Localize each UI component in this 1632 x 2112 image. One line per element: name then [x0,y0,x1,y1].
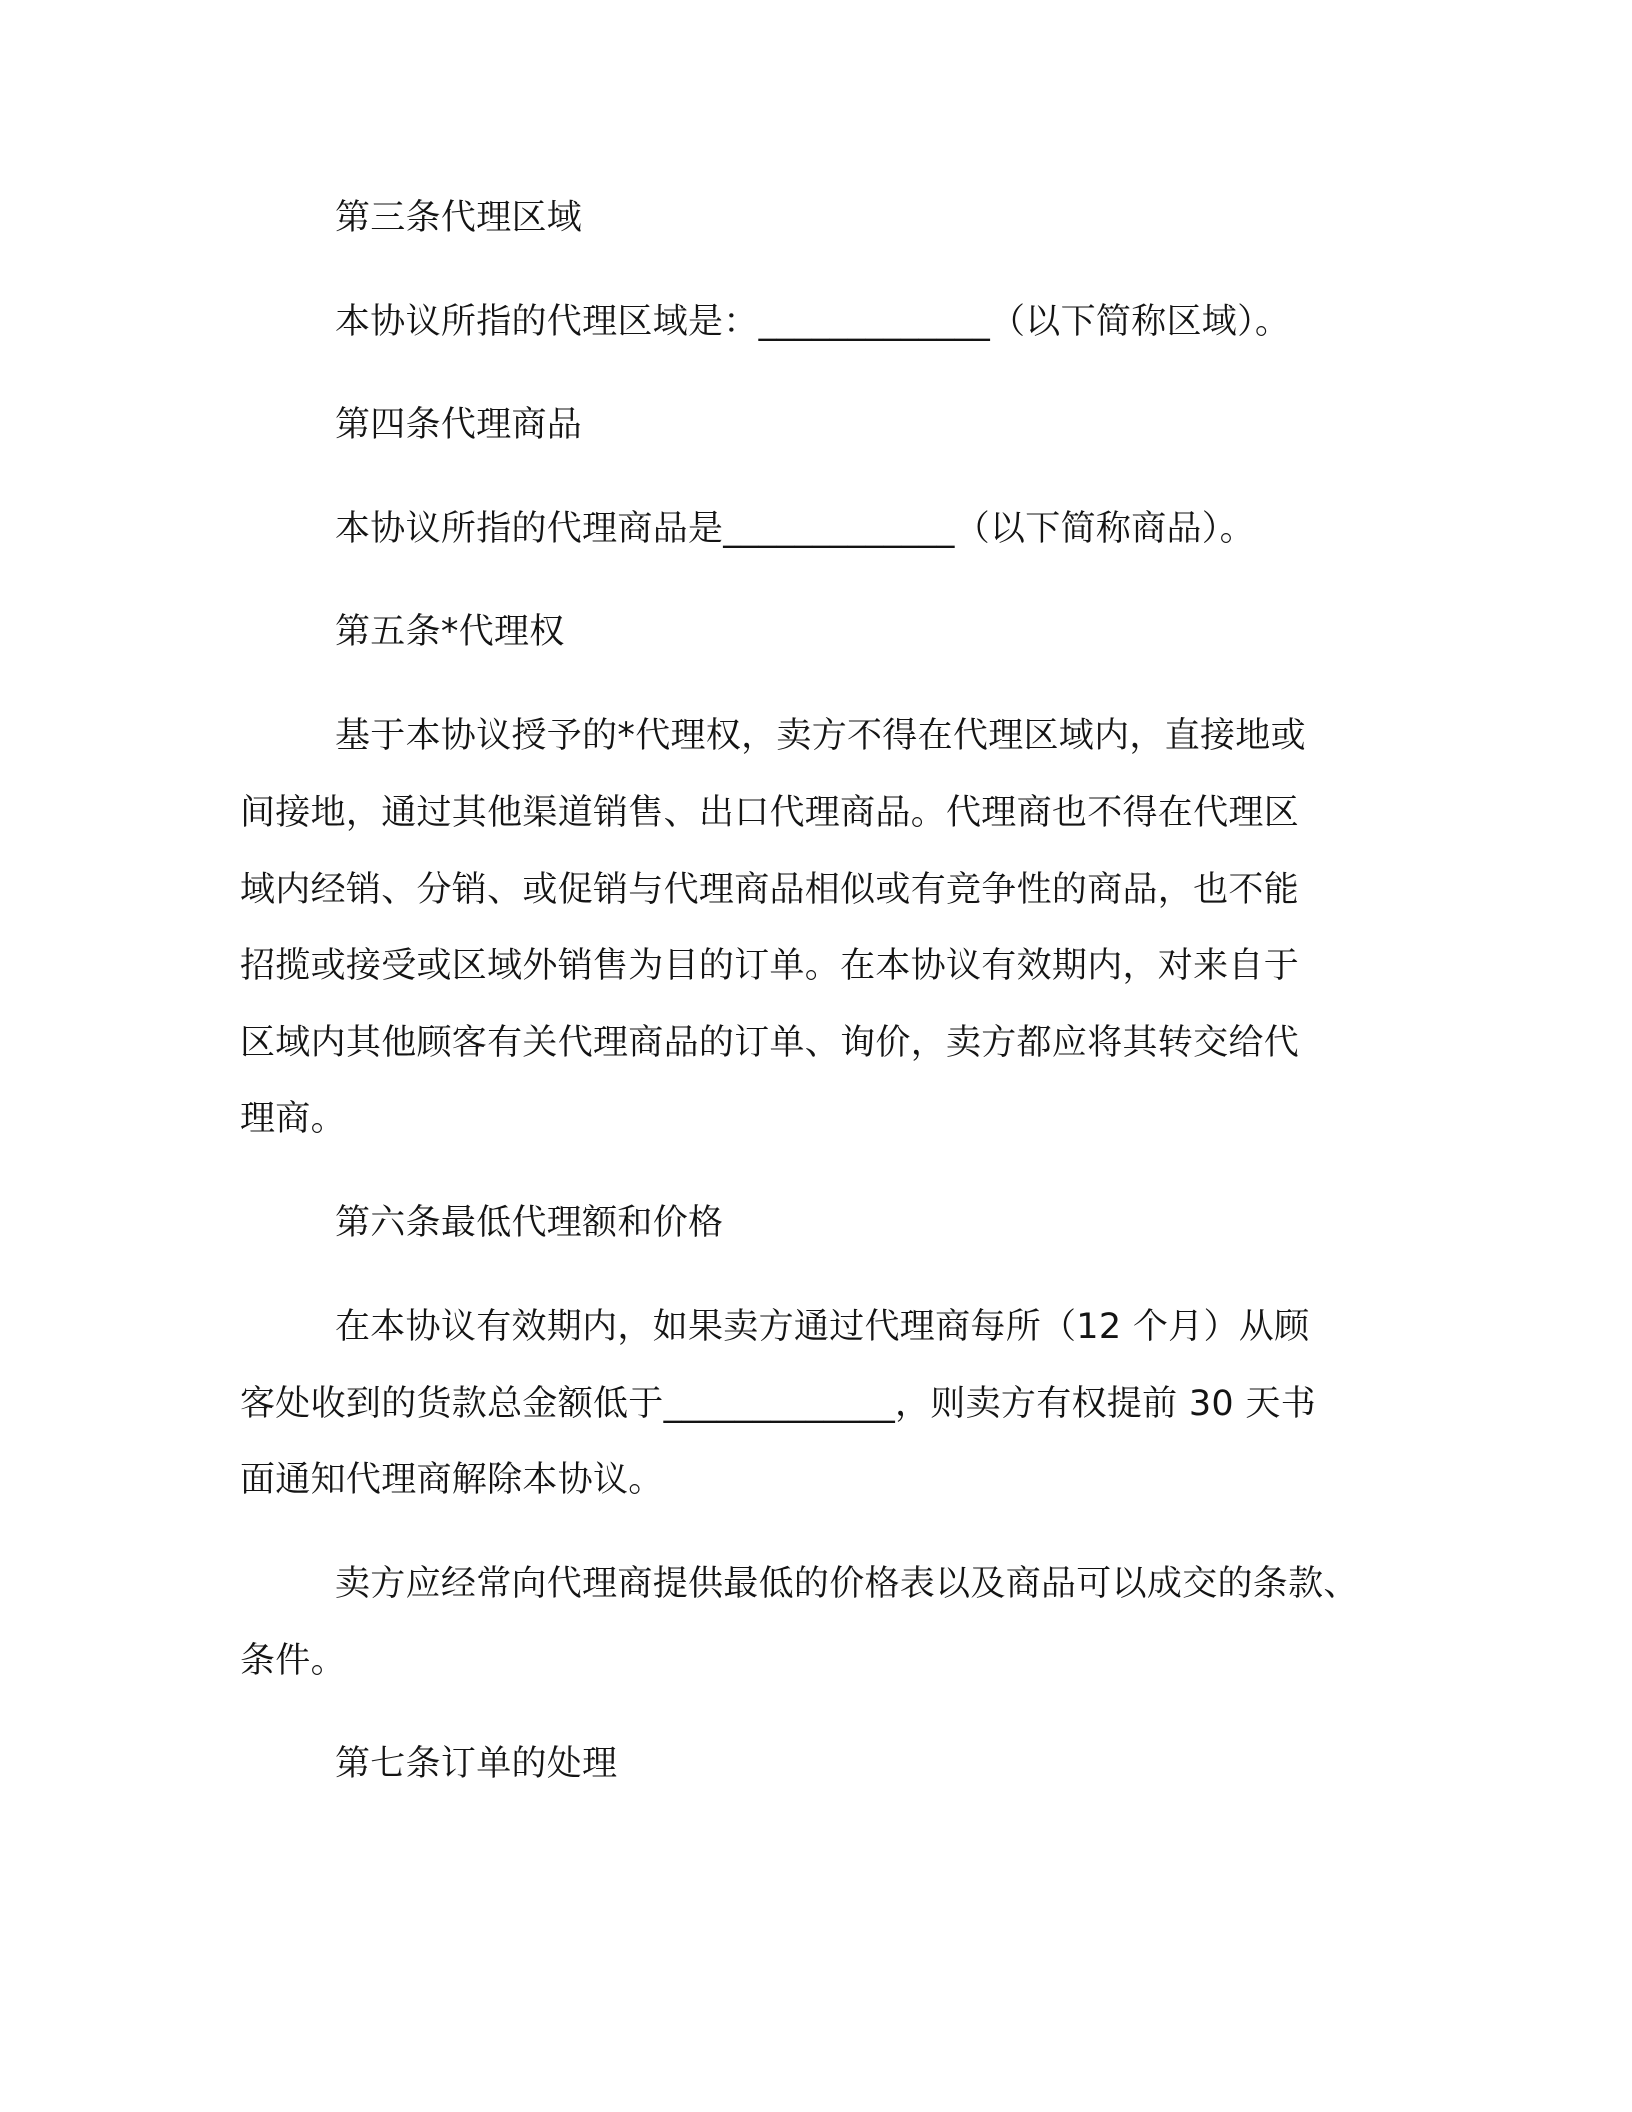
article-6-line-2: 客处收到的货款总金额低于_____________，则卖方有权提前 30 天书 [240,1384,1316,1424]
article-5-line-5: 区域内其他顾客有关代理商品的订单、询价，卖方都应将其转交给代 [240,1023,1300,1063]
article-5-line-6: 理商。 [240,1099,346,1139]
article-5-line-3: 域内经销、分销、或促销与代理商品相似或有竞争性的商品，也不能 [240,870,1300,910]
article-6-line-3: 面通知代理商解除本协议。 [240,1460,664,1500]
article-5-heading: 第五条*代理权 [335,612,565,652]
article-5-line-1: 基于本协议授予的*代理权，卖方不得在代理区域内，直接地或 [335,716,1306,756]
article-5-line-4: 招揽或接受或区域外销售为目的订单。在本协议有效期内，对来自于 [240,946,1300,986]
article-6-line-4: 卖方应经常向代理商提供最低的价格表以及商品可以成交的条款、 [335,1564,1359,1604]
article-6-line-1: 在本协议有效期内，如果卖方通过代理商每所（12 个月）从顾 [335,1307,1310,1347]
article-6-heading: 第六条最低代理额和价格 [335,1203,724,1243]
article-4-heading: 第四条代理商品 [335,405,583,445]
article-6-line-5: 条件。 [240,1641,346,1681]
article-5-line-2: 间接地，通过其他渠道销售、出口代理商品。代理商也不得在代理区 [240,793,1300,833]
article-3-heading: 第三条代理区域 [335,198,583,238]
article-3-text: 本协议所指的代理区域是：_____________（以下简称区域）。 [335,302,1291,342]
article-7-heading: 第七条订单的处理 [335,1744,618,1784]
article-4-text: 本协议所指的代理商品是_____________（以下简称商品）。 [335,509,1255,549]
